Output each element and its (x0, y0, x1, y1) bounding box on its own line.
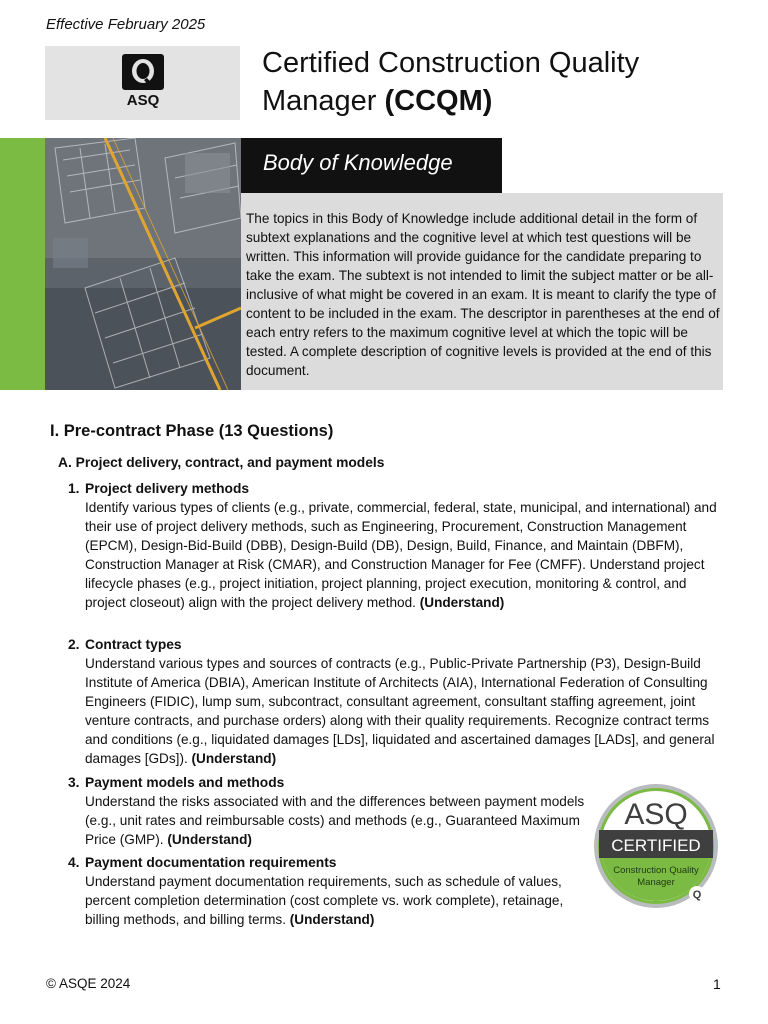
item-number: 2. (68, 637, 80, 652)
list-item (68, 635, 718, 768)
item-number: 4. (68, 855, 80, 870)
item-title: Payment documentation requirements (85, 855, 337, 870)
item-text: Understand various types and sources of contracts (e.g., Public-Private Partnership (P3), Design-Build Institute of America (DBIA), American Institute of Architects (AIA), International Federation of Consulting Engineers (FIDIC), lump sum, subcontract, consultant agreement, consultant staffing agreement, joint venture contracts, and purchase orders) along with their quality requirements. Recognize contract terms and conditions (e.g., liquidated damages [LDs], liquidated and ascertained damages [LADs], and general damages [GDs]). (85, 656, 715, 766)
copyright: © ASQE 2024 (46, 976, 131, 991)
cognitive-level: (Understand) (167, 832, 252, 847)
section-title: I. Pre-contract Phase (13 Questions) (50, 422, 334, 440)
effective-date: Effective February 2025 (46, 16, 206, 33)
item-heading (68, 853, 588, 872)
badge-line-2: Manager (637, 877, 675, 888)
item-number: 3. (68, 775, 80, 790)
list-item (68, 853, 588, 929)
list-item (68, 773, 588, 849)
item-heading (68, 635, 718, 654)
cognitive-level: (Understand) (191, 751, 277, 766)
badge-certified-text: CERTIFIED (611, 836, 701, 855)
title-main: Certified Construction Quality Manager (262, 47, 640, 117)
green-accent-bar (0, 138, 45, 390)
item-title: Payment models and methods (85, 775, 285, 790)
item-text: Understand the risks associated with and the differences between payment models (e.g., unit rates and reimbursable costs) and methods (e.g., Guaranteed Maximum Price (GMP). (85, 794, 585, 847)
banner-label: Body of Knowledge (263, 150, 453, 175)
intro-paragraph: The topics in this Body of Knowledge include additional detail in the form of subtext explanations and the cognitive level at which test questions will be written. This information will provide guidance for the candidate preparing to take the exam. The subtext is not intended to limit the subject matter or be all-inclusive of what might be covered in an exam. It is meant to clarify the type of content to be included in the exam. The descriptor in parentheses at the end of each entry refers to the maximum cognitive level at which the topic will be tested. A complete description of cognitive levels is provided at the end of this document. (246, 211, 720, 378)
item-number: 1. (68, 481, 80, 496)
badge-line-1: Construction Quality (613, 865, 699, 876)
page-title (262, 44, 732, 120)
item-body (85, 498, 718, 612)
subsection-title: A. Project delivery, contract, and payment models (58, 455, 385, 470)
item-body (85, 792, 588, 849)
item-heading (68, 773, 588, 792)
item-body (85, 654, 718, 768)
item-text: Identify various types of clients (e.g., private, commercial, federal, state, municipal, and international) and their use of project delivery methods, such as Engineering, Procurement, Construction Management (EPCM), Design-Bid-Build (DBB), Design-Build (DB), Design, Build, Finance, and Maintain (DBFM), Construction Manager at Risk (CMAR), and Construction Manager for Fee (CMFF). Understand project lifecycle phases (e.g., project initiation, project planning, project execution, monitoring & control, and project closeout) align with the project delivery method. (85, 500, 717, 610)
asq-certified-badge (593, 780, 719, 912)
page-number: 1 (713, 976, 721, 992)
item-text: Understand payment documentation requirements, such as schedule of values, percent completion determination (cost complete vs. work complete), retainage, billing methods, and billing terms. (85, 874, 564, 927)
cognitive-level: (Understand) (419, 595, 505, 610)
item-heading (68, 479, 718, 498)
item-title: Project delivery methods (85, 481, 250, 496)
item-body (85, 872, 588, 929)
badge-q-icon: Q (692, 889, 702, 901)
item-title: Contract types (85, 637, 182, 652)
title-abbreviation: (CCQM) (384, 85, 493, 117)
construction-site-photo (45, 138, 241, 390)
list-item (68, 479, 718, 612)
logo-text: ASQ (126, 92, 160, 109)
asq-logo (45, 46, 240, 120)
badge-top-text: ASQ (624, 798, 688, 831)
cognitive-level: (Understand) (289, 912, 375, 927)
